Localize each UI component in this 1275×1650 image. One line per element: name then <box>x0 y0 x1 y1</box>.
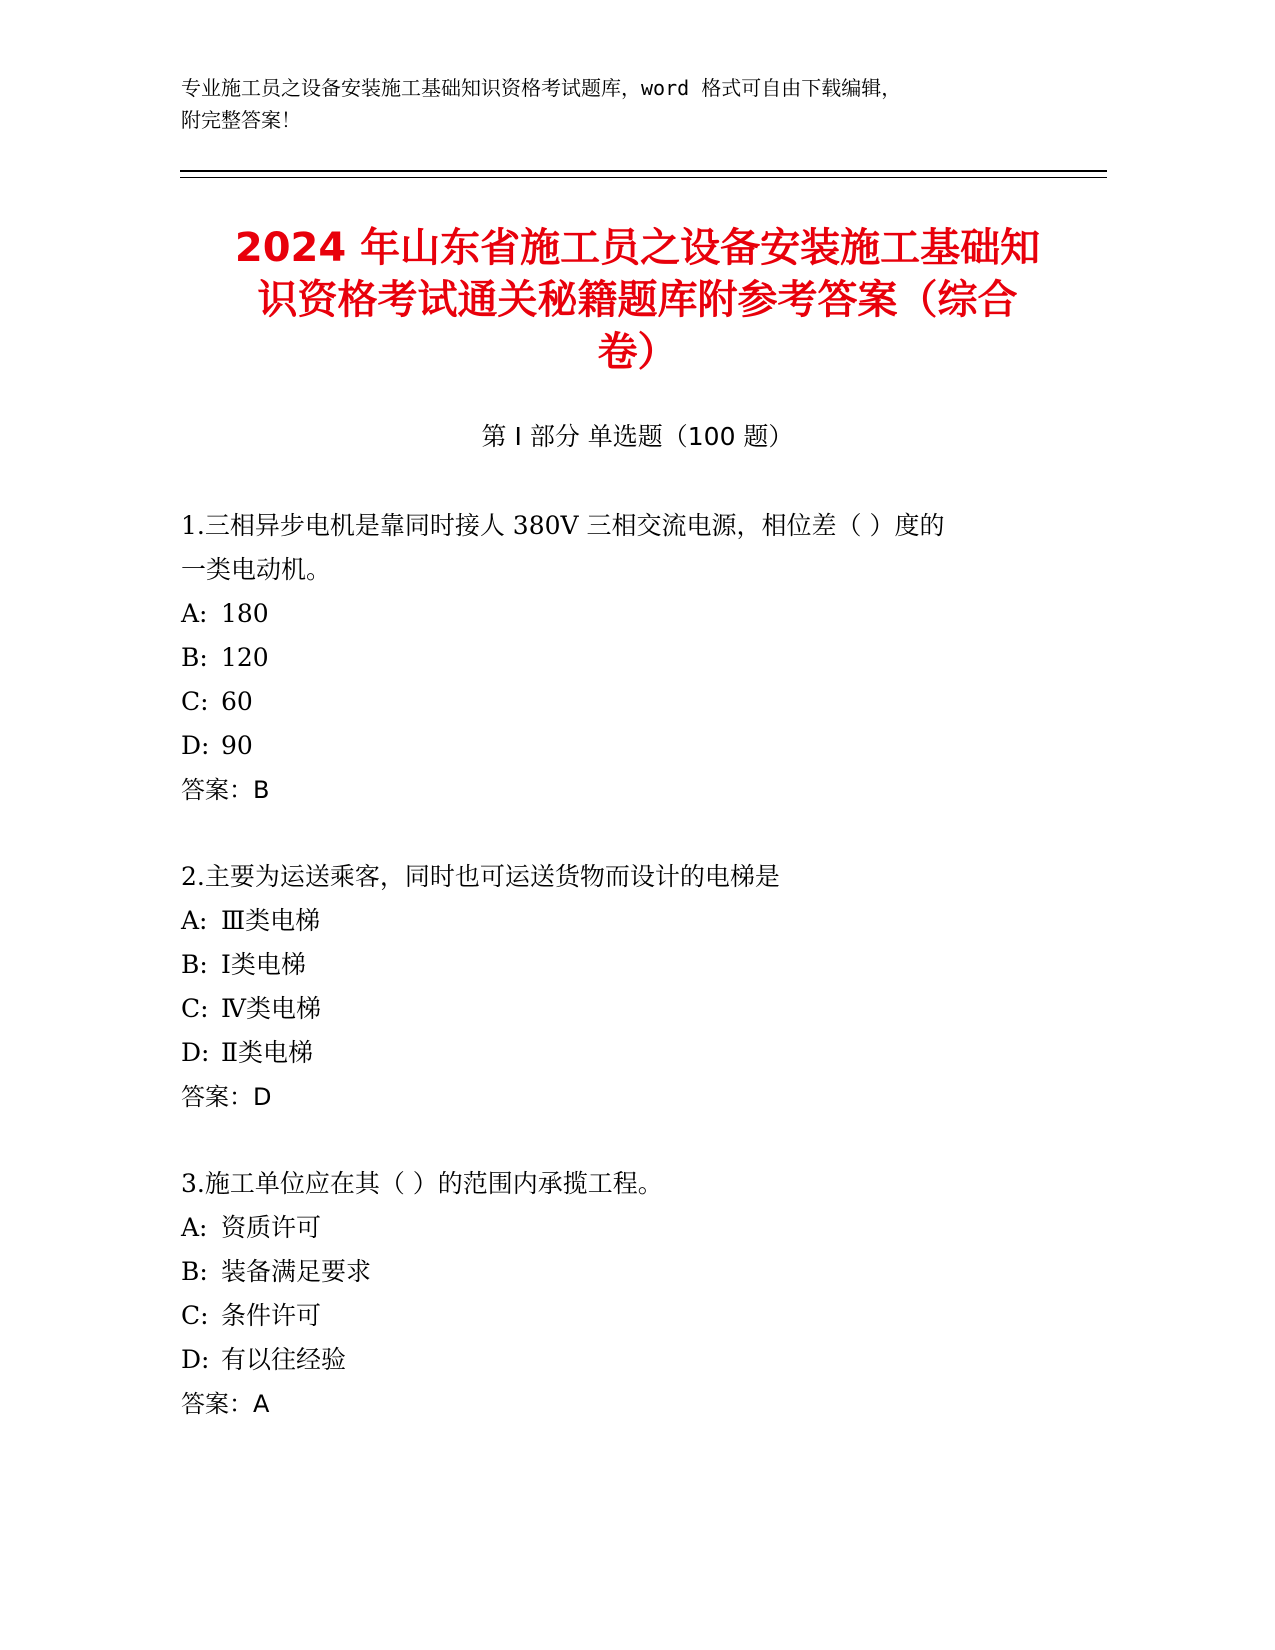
question-stem-line-1: 3.施工单位应在其（ ）的范围内承揽工程。 <box>181 1169 663 1198</box>
option-text: 120 <box>221 643 269 672</box>
option-text: 有以往经验 <box>221 1345 347 1374</box>
option-letter: B: <box>181 1257 208 1286</box>
header-note <box>181 72 1081 136</box>
option-text: 条件许可 <box>221 1301 322 1330</box>
option-text: Ⅲ类电梯 <box>221 906 321 935</box>
option-letter: A: <box>181 906 208 935</box>
question-stem-line-1: 1.三相异步电机是靠同时接人 380V 三相交流电源，相位差（ ）度的 <box>181 511 945 540</box>
header-rule-thin <box>180 177 1107 178</box>
option-text: 资质许可 <box>221 1213 322 1242</box>
option-letter: A: <box>181 1213 208 1242</box>
title-line-2: 识资格考试通关秘籍题库附参考答案（综合 <box>257 277 1018 323</box>
option-text: Ⅳ类电梯 <box>221 994 321 1023</box>
option-b <box>181 636 1081 680</box>
question-list <box>181 504 1081 1426</box>
title-line-3: 卷） <box>597 329 678 375</box>
header-note-line-2: 附完整答案！ <box>181 108 301 132</box>
option-text: Ⅱ类电梯 <box>221 1038 313 1067</box>
option-c <box>181 1294 1081 1338</box>
answer: 答案：D <box>181 1083 272 1111</box>
option-text: 90 <box>221 731 253 760</box>
option-text: 装备满足要求 <box>221 1257 372 1286</box>
answer: 答案：B <box>181 776 270 804</box>
question-stem-line-1: 2.主要为运送乘客，同时也可运送货物而设计的电梯是 <box>181 862 780 891</box>
option-d <box>181 724 1081 768</box>
option-text: 60 <box>221 687 253 716</box>
option-letter: D: <box>181 1345 210 1374</box>
header-rule-thick <box>180 170 1107 172</box>
option-letter: C: <box>181 687 209 716</box>
option-letter: C: <box>181 1301 209 1330</box>
option-letter: B: <box>181 950 208 979</box>
option-text: 180 <box>221 599 269 628</box>
option-c <box>181 987 1081 1031</box>
question-stem <box>181 1162 1081 1206</box>
option-c <box>181 680 1081 724</box>
answer: 答案：A <box>181 1390 270 1418</box>
title-line-1: 2024 年山东省施工员之设备安装施工基础知 <box>234 225 1041 271</box>
section-title: 第 I 部分 单选题（100 题） <box>481 422 794 451</box>
option-d <box>181 1031 1081 1075</box>
question-1 <box>181 504 1081 812</box>
question-stem <box>181 855 1081 899</box>
option-a <box>181 1206 1081 1250</box>
option-b <box>181 1250 1081 1294</box>
option-b <box>181 943 1081 987</box>
question-2 <box>181 855 1081 1119</box>
option-a <box>181 592 1081 636</box>
question-stem-line-2: 一类电动机。 <box>181 555 332 584</box>
header-note-line-1: 专业施工员之设备安装施工基础知识资格考试题库，word 格式可自由下载编辑， <box>181 76 902 100</box>
option-a <box>181 899 1081 943</box>
option-letter: A: <box>181 599 208 628</box>
option-text: Ⅰ类电梯 <box>221 950 306 979</box>
question-stem <box>181 504 1081 592</box>
question-3 <box>181 1162 1081 1426</box>
option-letter: C: <box>181 994 209 1023</box>
option-letter: D: <box>181 1038 210 1067</box>
document-title <box>150 222 1125 378</box>
option-letter: D: <box>181 731 210 760</box>
option-d <box>181 1338 1081 1382</box>
option-letter: B: <box>181 643 208 672</box>
